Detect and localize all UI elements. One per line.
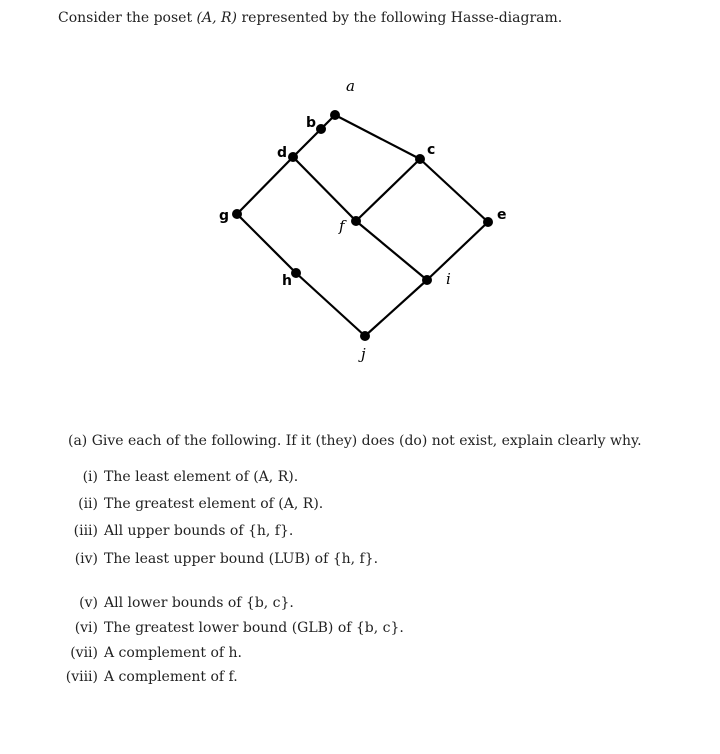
edge-e-i xyxy=(427,222,488,280)
question-text: All lower bounds of {b, c}. xyxy=(104,595,294,611)
edges xyxy=(237,115,488,336)
intro-suffix: represented by the following Hasse-diagram. xyxy=(237,10,563,26)
node-a xyxy=(330,110,340,120)
node-b xyxy=(316,124,326,134)
question-text: The least upper bound (LUB) of {h, f}. xyxy=(104,551,379,567)
edge-c-e xyxy=(420,159,488,222)
node-g xyxy=(232,209,242,219)
question-item xyxy=(62,523,293,539)
node-label-g: g xyxy=(219,208,230,224)
node-e xyxy=(483,217,493,227)
part-a-text: (a) Give each of the following. If it (they) does (do) not exist, explain clearly why. xyxy=(68,433,642,449)
node-i xyxy=(422,275,432,285)
node-label-h: h xyxy=(282,273,292,289)
node-label-c: c xyxy=(427,142,436,158)
question-item xyxy=(62,645,242,661)
question-item xyxy=(62,669,238,685)
question-number: (viii) xyxy=(65,669,98,685)
edge-g-h xyxy=(237,214,296,273)
node-c xyxy=(415,154,425,164)
question-number: (i) xyxy=(82,469,98,485)
edge-i-j xyxy=(365,280,427,336)
node-label-j: j xyxy=(361,345,366,363)
node-j xyxy=(360,331,370,341)
intro-poset: (A, R) xyxy=(196,10,238,26)
node-d xyxy=(288,152,298,162)
question-text: The greatest lower bound (GLB) of {b, c}. xyxy=(104,620,404,636)
node-label-i: i xyxy=(446,270,451,288)
question-item xyxy=(62,595,294,611)
question-text: The greatest element of (A, R). xyxy=(104,496,324,512)
question-item xyxy=(62,620,404,636)
question-text: All upper bounds of {h, f}. xyxy=(104,523,294,539)
edge-d-f xyxy=(293,157,356,221)
edge-a-c xyxy=(335,115,420,159)
question-number: (vi) xyxy=(74,620,98,636)
node-label-a: a xyxy=(346,77,355,95)
edge-c-f xyxy=(356,159,420,221)
node-label-e: e xyxy=(497,207,507,223)
node-f xyxy=(351,216,361,226)
question-text: The least element of (A, R). xyxy=(104,469,299,485)
node-label-d: d xyxy=(277,145,288,161)
node-labels xyxy=(219,77,507,363)
question-item xyxy=(62,551,378,567)
question-text: A complement of h. xyxy=(104,645,243,661)
question-number: (vii) xyxy=(70,645,98,661)
node-h xyxy=(291,268,301,278)
edge-d-g xyxy=(237,157,293,214)
question-text: A complement of f. xyxy=(104,669,238,685)
question-number: (iv) xyxy=(74,551,98,567)
edge-f-i xyxy=(356,221,427,280)
node-label-f: f xyxy=(339,217,345,235)
question-number: (v) xyxy=(79,595,98,611)
question-item xyxy=(62,469,298,485)
question-item xyxy=(62,496,323,512)
intro-prefix: Consider the poset xyxy=(58,10,197,26)
edge-b-d xyxy=(293,129,321,157)
question-number: (iii) xyxy=(73,523,98,539)
edge-h-j xyxy=(296,273,365,336)
question-number: (ii) xyxy=(78,496,98,512)
node-label-b: b xyxy=(306,115,317,131)
